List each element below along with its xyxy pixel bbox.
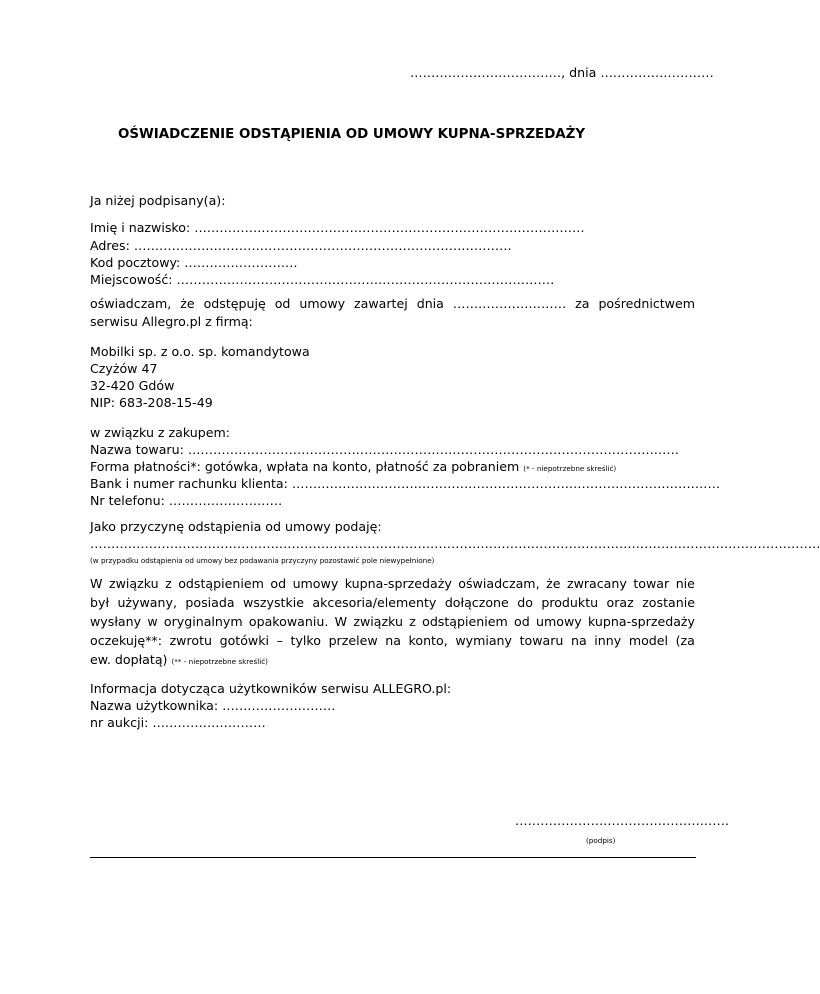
word: od [514,614,530,629]
signature-label: (podpis) [586,836,616,845]
word: kupna-sprzedaży [587,614,695,629]
word: W [90,576,103,591]
auction-number-line: nr aukcji: ……………………… [90,715,266,730]
phone-line: Nr telefonu: ……………………… [90,493,283,508]
word: zwracany [566,576,627,591]
word: w [147,614,158,629]
company-nip: NIP: 683-208-15-49 [90,395,213,410]
reason-intro: Jako przyczynę odstąpienia od umowy podaję: [90,519,382,534]
company-postal: 32-420 Gdów [90,378,175,393]
word: oświadczam, [458,576,540,591]
word: związku [108,576,159,591]
word: odstąpieniem [178,576,264,591]
word: akcesoria/elementy [312,595,437,610]
word: produktu [541,595,599,610]
word: używany, [117,595,177,610]
word: że [546,576,561,591]
bottom-divider [90,857,696,858]
word: umowy [299,296,346,311]
word: pośrednictwem [598,296,695,311]
postcode-field-line: Kod pocztowy: ……………………… [90,255,298,270]
allegro-intro: Informacja dotycząca użytkowników serwisu ALLEGRO.pl: [90,681,452,696]
word: wysłany [90,614,142,629]
statement-line-2 [90,597,695,610]
allegro-user-line: Nazwa użytkownika: ……………………… [90,698,336,713]
word: nie [675,576,695,591]
word: oczekuję**: [90,633,162,648]
word: był [90,595,110,610]
word: model [628,633,669,648]
word: zawartej [354,296,408,311]
word: tylko [290,633,321,648]
statement-line-5 [90,654,268,667]
word: na [385,633,401,648]
word: towaru [519,633,564,648]
reason-field-dots: ………………………………………………………………………………………………………………………………………………………… [90,536,820,551]
word: na [571,633,587,648]
word: związku [353,614,403,629]
signature-dots: …………………………………………… [515,813,730,828]
word: dnia [416,296,444,311]
declaration-line-2: serwisu Allegro.pl z firmą: [90,314,253,329]
word: przelew [328,633,378,648]
word: zwrotu [169,633,212,648]
word: oraz [606,595,634,610]
word: kupna-sprzedaży [344,576,452,591]
declaration-line-1 [90,298,695,311]
word: opakowaniu. [248,614,329,629]
name-field-line: Imię i nazwisko: ………………………………………………………………………………… [90,220,585,235]
word: inny [594,633,622,648]
payment-note: (* - niepotrzebne skreślić) [523,464,617,473]
payment-method-line [90,461,616,474]
product-name-line: Nazwa towaru: ……………………………………………………………………………………………………… [90,442,679,457]
contract-date-field: ……………………… [452,296,567,311]
word: do [517,595,533,610]
word: odstąpieniem [422,614,508,629]
company-name: Mobilki sp. z o.o. sp. komandytowa [90,344,310,359]
word: oryginalnym [163,614,243,629]
city-field-line: Miejscowość: ……………………………………………………………………………… [90,272,555,287]
word: towar [633,576,670,591]
statement-end: ew. dopłatą) [90,652,168,667]
word: że [180,296,195,311]
word: od [270,576,287,591]
address-field-line: Adres: ……………………………………………………………………………… [90,238,512,253]
word: wymiany [455,633,512,648]
statement-line-4 [90,635,695,648]
word: umowy [536,614,582,629]
statement-line-1 [90,578,695,591]
word: z [409,614,416,629]
document-title: OŚWIADCZENIE ODSTĄPIENIA OD UMOWY KUPNA-SPRZEDAŻY [118,127,586,142]
statement-note: (** - niepotrzebne skreślić) [171,657,268,666]
signatory-intro: Ja niżej podpisany(a): [90,193,226,208]
word: (za [675,633,695,648]
word: umowy [292,576,339,591]
reason-note: (w przypadku odstąpienia od umowy bez podawania przyczyny pozostawić pole niewypełnione) [90,556,435,565]
purchase-intro: w związku z zakupem: [90,425,231,440]
word: od [274,296,291,311]
word: zostanie [642,595,695,610]
word: oświadczam, [90,296,172,311]
word: dołączone [444,595,509,610]
word: W [334,614,348,629]
payment-method-options: Forma płatności*: gotówka, wpłata na konto, płatność za pobraniem [90,459,520,474]
statement-line-3 [90,616,695,629]
bank-account-line: Bank i numer rachunku klienta: ………………………………………………………………………………………… [90,476,721,491]
word: – [276,633,283,648]
company-street: Czyżów 47 [90,361,158,376]
word: odstępuję [203,296,266,311]
word: konto, [408,633,448,648]
word: posiada [185,595,235,610]
word: z [165,576,172,591]
word: za [575,296,590,311]
word: gotówki [219,633,270,648]
word: wszystkie [243,595,304,610]
place-date-line: ………………………………, dnia ……………………… [410,65,714,80]
